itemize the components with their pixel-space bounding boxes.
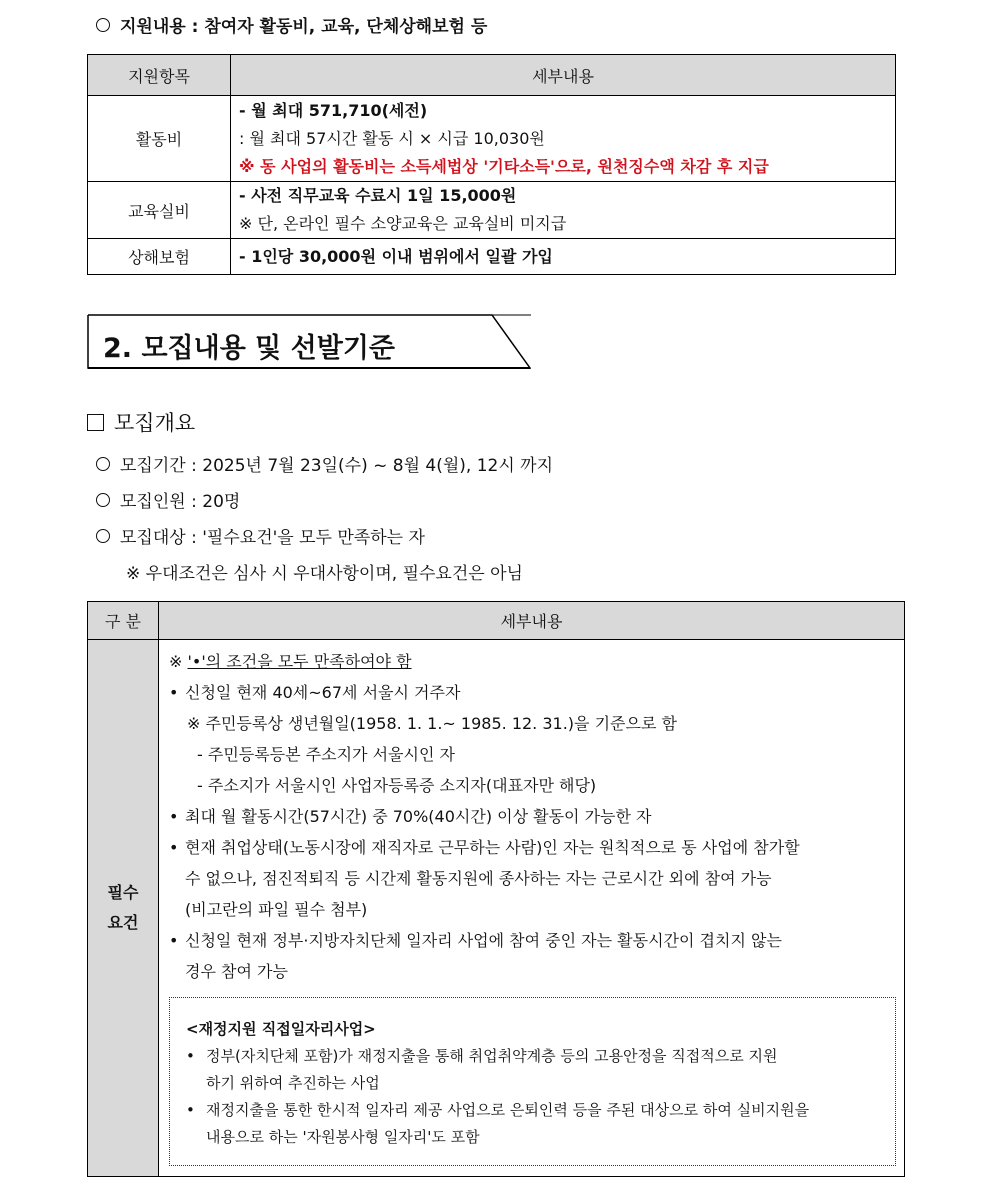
detail-line: - 월 최대 571,710(세전) (239, 101, 428, 120)
list-item: • 신청일 현재 정부·지방자치단체 일자리 사업에 참여 중인 자는 활동시간이 겹치지 않는 (169, 931, 782, 950)
list-item: • 신청일 현재 40세~67세 서울시 거주자 (169, 683, 461, 702)
info-box (169, 997, 896, 1166)
list-item: - 주민등록등본 주소지가 서울시인 자 (197, 745, 455, 764)
table-row (88, 96, 896, 182)
info-box-title: <재정지원 직접일자리사업> (186, 1020, 376, 1038)
info-box-item: • 재정지출을 통한 한시적 일자리 제공 사업으로 은퇴인력 등을 주된 대상으로 하여 실비지원을 (186, 1101, 810, 1119)
table-row (88, 239, 896, 275)
overview-item: 모집기간 : 2025년 7월 23일(수) ~ 8월 4(월), 12시 까지 (96, 455, 553, 477)
row-item-activity-fee: 활동비 (88, 96, 231, 182)
table-row (88, 182, 896, 239)
support-table (87, 54, 896, 275)
category-required: 필수 요건 (88, 640, 159, 1177)
row-item-insurance: 상해보험 (88, 239, 231, 275)
detail-line: : 월 최대 57시간 활동 시 × 시급 10,030원 (239, 129, 545, 148)
support-table-header (88, 55, 896, 96)
overview-note: ※ 우대조건은 심사 시 우대사항이며, 필수요건은 아님 (126, 564, 523, 584)
detail-line: - 사전 직무교육 수료시 1일 15,000원 (239, 186, 517, 205)
list-item: • 최대 월 활동시간(57시간) 중 70%(40시간) 이상 활동이 가능한 자 (169, 807, 652, 826)
overview-heading (87, 410, 195, 436)
section-header (87, 314, 531, 369)
row-item-education-fee: 교육실비 (88, 182, 231, 239)
requirements-header (88, 602, 905, 640)
info-box-item-continued: 내용으로 하는 '자원봉사형 일자리'도 포함 (206, 1128, 480, 1146)
circle-bullet-icon (96, 529, 110, 543)
list-item: - 주소지가 서울시인 사업자등록증 소지자(대표자만 해당) (197, 776, 597, 795)
detail-line: - 1인당 30,000원 이내 범위에서 일괄 가입 (239, 246, 553, 266)
circle-bullet-icon (96, 457, 110, 471)
table-row (88, 640, 905, 1177)
section-title: 2. 모집내용 및 선발기준 (103, 333, 395, 364)
support-intro: 지원내용 : 참여자 활동비, 교육, 단체상해보험 등 (96, 16, 487, 38)
header-category: 구 분 (88, 602, 159, 640)
requirements-table (87, 601, 905, 1177)
info-box-item: • 정부(자치단체 포함)가 재정지출을 통해 취업취약계층 등의 고용안정을 직접적으로 지원 (186, 1047, 778, 1065)
overview-title: 모집개요 (114, 411, 196, 435)
list-item-continued: 경우 참여 가능 (185, 962, 288, 981)
circle-bullet-icon (96, 18, 110, 32)
requirements-note: ※ '•'의 조건을 모두 만족하여야 함 (169, 652, 412, 671)
support-intro-value: 참여자 활동비, 교육, 단체상해보험 등 (204, 17, 488, 37)
info-box-item-continued: 하기 위하여 추진하는 사업 (206, 1074, 380, 1092)
detail-line: ※ 단, 온라인 필수 소양교육은 교육실비 미지급 (239, 214, 567, 233)
overview-item: 모집인원 : 20명 (96, 491, 240, 513)
detail-warning: ※ 동 사업의 활동비는 소득세법상 '기타소득'으로, 원천징수액 차감 후 지급 (239, 157, 769, 176)
circle-bullet-icon (96, 493, 110, 507)
list-item-continued: (비고란의 파일 필수 첨부) (185, 900, 368, 919)
header-details: 세부내용 (159, 602, 905, 640)
list-item: • 현재 취업상태(노동시장에 재직자로 근무하는 사람)인 자는 원칙적으로 동 사업에 참가할 (169, 838, 800, 857)
list-item-continued: 수 없으나, 점진적퇴직 등 시간제 활동지원에 종사하는 자는 근로시간 외에 참여 가능 (185, 869, 772, 888)
header-support-item: 지원항목 (88, 55, 231, 96)
list-item: ※ 주민등록상 생년월일(1958. 1. 1.~ 1985. 12. 31.)을 기준으로 함 (187, 714, 677, 733)
header-details: 세부내용 (231, 55, 896, 96)
checkbox-square-icon (87, 414, 104, 431)
overview-item: 모집대상 : '필수요건'을 모두 만족하는 자 (96, 527, 425, 549)
support-intro-label: 지원내용 (120, 17, 186, 37)
